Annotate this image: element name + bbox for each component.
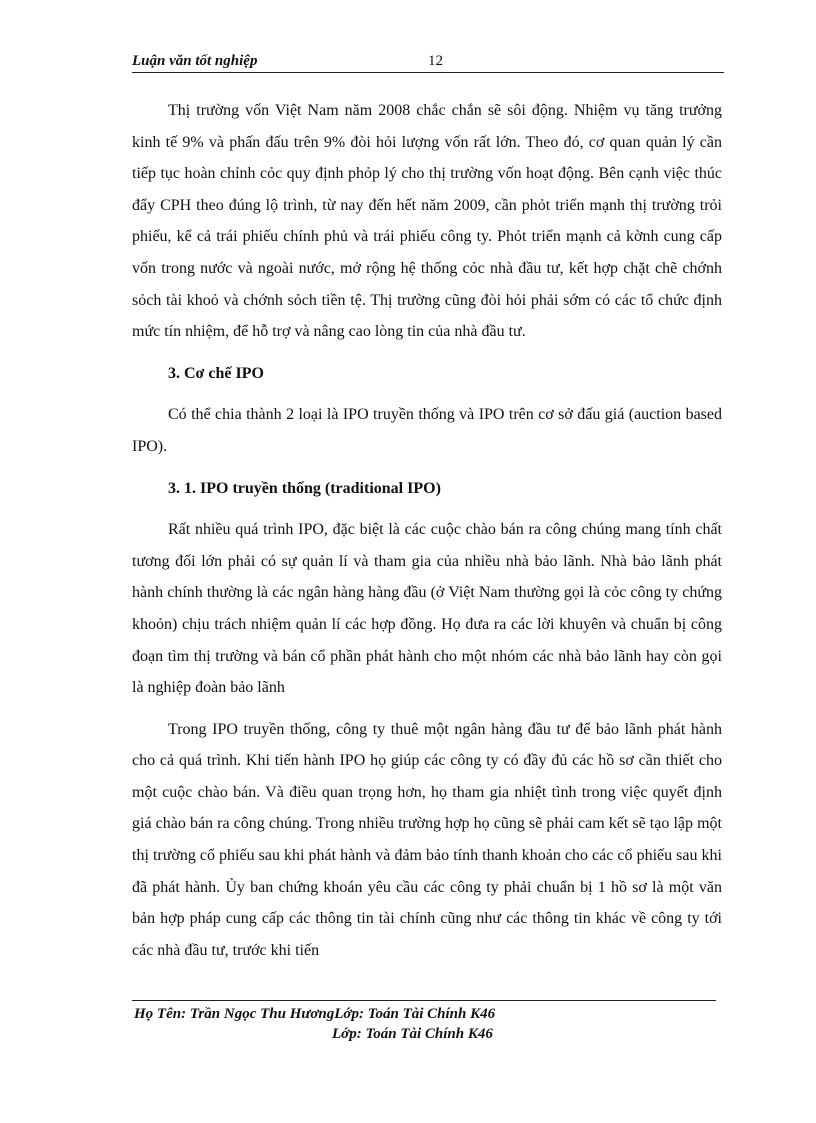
page-header: [132, 52, 724, 73]
section-heading-3-1: 3. 1. IPO truyền thống (traditional IPO): [168, 479, 441, 497]
paragraph-4: Trong IPO truyền thống, công ty thuê một ngân hàng đầu tư để bảo lãnh phát hành cho cả quá trình. Khi tiến hành IPO họ giúp các công ty có đầy đủ các hồ sơ cần thiết cho một cuộc chào bán. Và điều quan trọng hơn, họ tham gia nhiệt tình trong việc quyết định giá chào bán ra công chúng. Trong nhiều trường hợp họ cũng sẽ phải cam kết sẽ tạo lập một thị trường cổ phiếu sau khi phát hành và đảm bảo tính thanh khoản cho các cổ phiếu sau khi đã phát hành. Ủy ban chứng khoán yêu cầu các công ty phải chuẩn bị 1 hồ sơ là một văn bản hợp pháp cung cấp các thông tin tài chính cũng như các thông tin khác về công ty tới các nhà đầu tư, trước khi tiến: [132, 720, 722, 959]
page-number: 12: [428, 53, 443, 69]
header-title: Luận văn tốt nghiệp: [132, 53, 258, 69]
document-body: [132, 95, 722, 966]
footer-class: Lớp: Toán Tài Chính K46: [332, 1026, 493, 1042]
footer-rule: [132, 1000, 716, 1001]
section-heading-3: 3. Cơ chế IPO: [168, 364, 264, 382]
paragraph-3: Rất nhiều quá trình IPO, đặc biệt là các cuộc chào bán ra công chúng mang tính chất tương đối lớn phải có sự quản lí và tham gia của nhiều nhà bảo lãnh. Nhà bảo lãnh phát hành chính thường là các ngân hàng hàng đầu (ở Việt Nam thường gọi là cỏc công ty chứng khoỏn) chịu trách nhiệm quản lí các hợp đồng. Họ đưa ra các lời khuyên và chuẩn bị công đoạn tìm thị trường và bán cổ phần phát hành cho một nhóm các nhà bảo lãnh hay còn gọi là nghiệp đoàn bảo lãnh: [132, 521, 722, 697]
paragraph-1: Thị trường vốn Việt Nam năm 2008 chắc chắn sẽ sôi động. Nhiệm vụ tăng trưởng kinh tế 9% và phấn đấu trên 9% đòi hỏi lượng vốn rất lớn. Theo đó, cơ quan quản lý cần tiếp tục hoàn chỉnh cỏc quy định phỏp lý cho thị trường vốn hoạt động. Bên cạnh việc thúc đẩy CPH theo đúng lộ trình, từ nay đến hết năm 2009, cần phỏt triển mạnh thị trường trỏi phiếu, kể cả trái phiếu chính phủ và trái phiếu công ty. Phỏt triển mạnh cả kờnh cung cấp vốn trong nước và ngoài nước, mở rộng hệ thống cỏc nhà đầu tư, kết hợp chặt chẽ chớnh sỏch tài khoỏ và chớnh sỏch tiền tệ. Thị trường cũng đòi hỏi phải sớm có các tổ chức định mức tín nhiệm, để hỗ trợ và nâng cao lòng tin của nhà đầu tư.: [132, 102, 722, 341]
paragraph-2: Có thể chia thành 2 loại là IPO truyền thống và IPO trên cơ sở đấu giá (auction based IPO).: [132, 406, 722, 455]
footer-author: Họ Tên: Trần Ngọc Thu HươngLớp: Toán Tài Chính K46: [134, 1006, 496, 1022]
